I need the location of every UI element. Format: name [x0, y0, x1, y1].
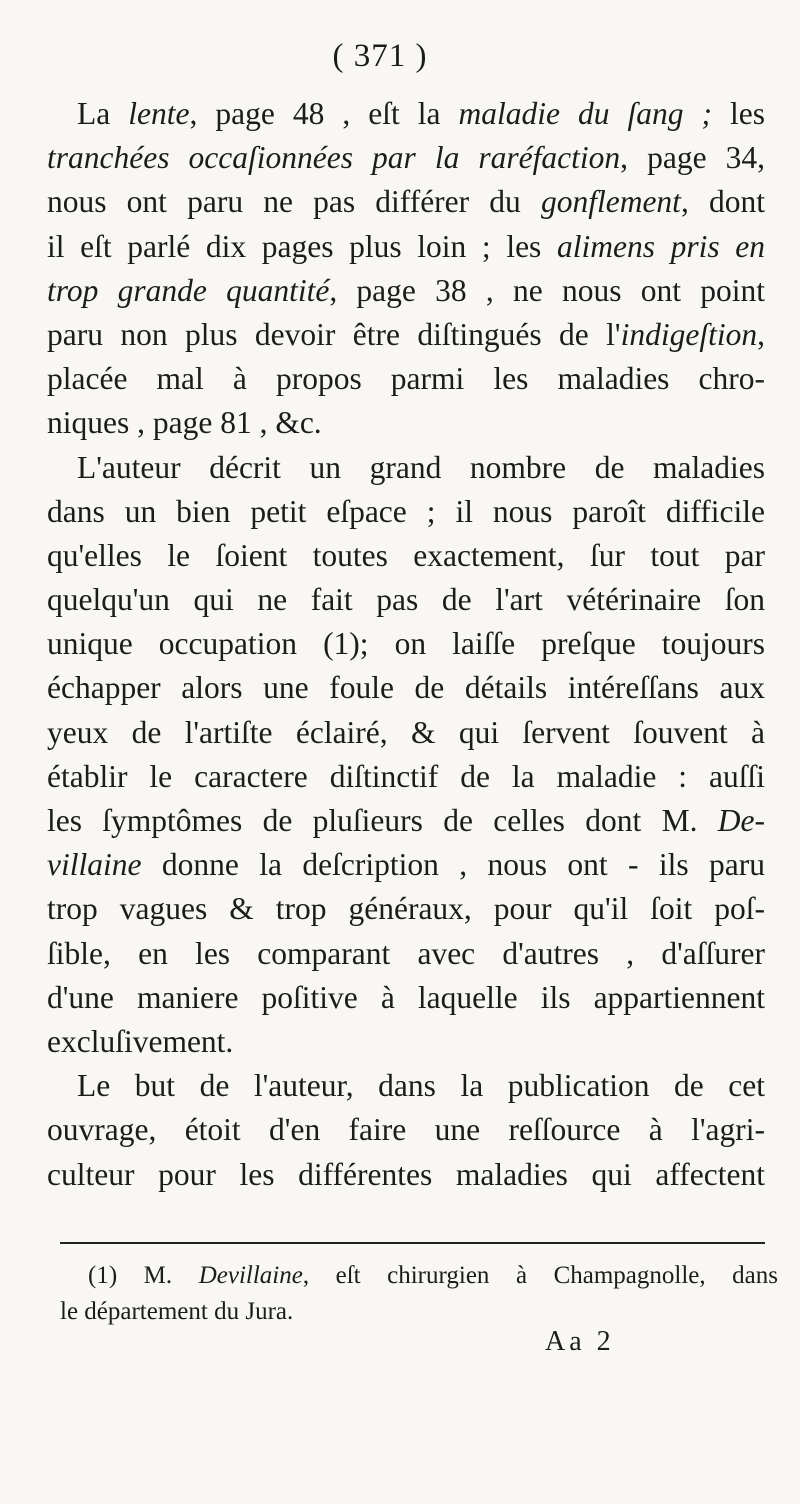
text-line — [47, 887, 765, 931]
text-run: les — [711, 96, 765, 131]
text-run: niques , page 81 , &c. — [47, 405, 322, 441]
text-run: , dont — [680, 184, 765, 220]
text-line — [47, 976, 765, 1020]
text-line — [47, 843, 765, 887]
text-line — [47, 225, 765, 269]
text-run: La — [77, 96, 129, 131]
text-run: paru non plus devoir être diſtingués de l' — [47, 316, 621, 352]
text-run: nous ont paru ne pas différer du — [47, 184, 541, 220]
text-line — [47, 401, 765, 445]
text-line — [47, 711, 765, 755]
signature-mark: Aa 2 — [545, 1326, 615, 1357]
text-run: quelqu'un qui ne fait pas de l'art vétérinaire ſon — [47, 582, 765, 618]
italic-text: gonflement — [540, 184, 681, 220]
text-line — [60, 1258, 778, 1294]
text-run: il eſt parlé dix pages plus loin ; les — [47, 228, 557, 264]
text-run: établir le caractere diſtinctif de la maladie : auſſi — [47, 758, 765, 794]
italic-text: De- — [717, 803, 765, 838]
footnote — [60, 1258, 778, 1330]
italic-text: indigeſtion — [620, 316, 758, 352]
italic-text: Devillaine — [198, 1262, 303, 1289]
text-line — [47, 666, 765, 710]
text-run: L'auteur décrit un grand nombre de maladies — [77, 449, 765, 485]
text-line — [47, 578, 765, 622]
body-text — [47, 92, 765, 1197]
footnote-rule — [60, 1242, 765, 1244]
text-line — [47, 313, 765, 357]
italic-text: villaine — [47, 847, 142, 883]
text-run: les ſymptômes de pluſieurs de celles dont M. — [47, 803, 718, 838]
text-run: , page 34, — [620, 140, 765, 176]
text-line — [47, 269, 765, 313]
text-run: , page 38 , ne nous ont point — [329, 272, 765, 308]
text-line — [47, 932, 765, 976]
text-run: , — [757, 316, 765, 352]
text-line — [47, 534, 765, 578]
paragraph — [47, 1064, 765, 1197]
text-run: unique occupation (1); on laiſſe preſque toujours — [47, 626, 765, 662]
text-run: échapper alors une foule de détails intéreſſans aux — [47, 670, 765, 706]
paragraph — [47, 92, 765, 446]
text-run: le département du Jura. — [60, 1298, 294, 1325]
text-line — [47, 92, 765, 136]
text-run: trop vagues & trop généraux, pour qu'il ſoit poſ- — [47, 891, 765, 927]
text-run: (1) M. — [88, 1262, 199, 1289]
text-run: d'une maniere poſitive à laquelle ils appartiennent — [47, 979, 765, 1015]
text-run: , page 48 , eſt la — [189, 96, 459, 131]
text-run: ouvrage, étoit d'en faire une reſſource à l'agri- — [47, 1112, 765, 1148]
text-run: qu'elles le ſoient toutes exactement, ſur tout par — [47, 537, 765, 573]
text-line — [47, 180, 765, 224]
text-run: culteur pour les différentes maladies qui affectent — [47, 1156, 765, 1192]
text-line — [47, 446, 765, 490]
paragraph — [47, 446, 765, 1065]
italic-text: trop grande quantité — [47, 272, 330, 308]
text-run: , eſt chirurgien à Champagnolle, dans — [302, 1262, 778, 1289]
text-line — [47, 357, 765, 401]
text-line — [47, 1020, 765, 1064]
text-run: dans un bien petit eſpace ; il nous paroît difficile — [47, 493, 765, 529]
text-line — [47, 136, 765, 180]
text-run: yeux de l'artiſte éclairé, & qui ſervent ſouvent à — [47, 714, 765, 750]
text-line — [47, 1153, 765, 1197]
text-run: excluſivement. — [47, 1023, 234, 1059]
text-line — [47, 490, 765, 534]
text-run: placée mal à propos parmi les maladies chro- — [47, 361, 765, 397]
italic-text: tranchées occaſionnées par la raréfaction — [47, 140, 621, 176]
text-run: donne la deſcription , nous ont - ils paru — [141, 847, 765, 883]
text-run: Le but de l'auteur, dans la publication de cet — [77, 1068, 765, 1104]
italic-text: lente — [128, 96, 190, 131]
text-line — [47, 799, 765, 843]
italic-text: alimens pris en — [556, 228, 765, 264]
text-line — [47, 622, 765, 666]
text-line — [47, 755, 765, 799]
text-run: ſible, en les comparant avec d'autres , d'aſſurer — [47, 935, 765, 971]
text-line — [60, 1294, 778, 1330]
page-number: ( 371 ) — [332, 38, 428, 74]
text-line — [47, 1108, 765, 1152]
text-line — [47, 1064, 765, 1108]
italic-text: maladie du ſang ; — [458, 96, 712, 131]
